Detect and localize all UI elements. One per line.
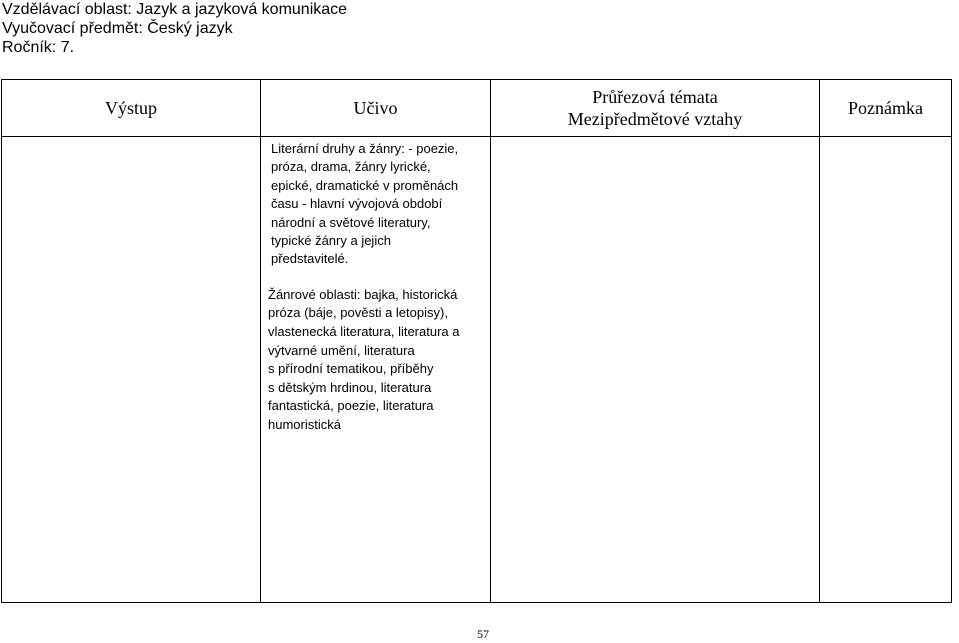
header-prurez-line1: Průřezová témata [592, 87, 718, 107]
ucivo-line: s dětským hrdinou, literatura [268, 379, 432, 395]
grade-line: Ročník: 7. [2, 39, 75, 56]
ucivo-line: národní a světové literatury, [271, 214, 431, 230]
ucivo-line: Žánrové oblasti: bajka, historická [268, 286, 458, 302]
cell-ucivo [261, 137, 491, 603]
ucivo-line: próza, drama, žánry lyrické, [271, 159, 431, 175]
ucivo-line: času - hlavní vývojová období [271, 196, 443, 212]
ucivo-line: vlastenecká literatura, literatura a [268, 324, 460, 340]
ucivo-line: fantastická, poezie, literatura [268, 398, 434, 414]
table-header-row [2, 80, 952, 137]
cell-poznamka [820, 137, 952, 603]
ucivo-line: humoristická [268, 417, 341, 432]
ucivo-line: s přírodní tematikou, příběhy [268, 361, 434, 377]
header-prurezova-temata [491, 80, 820, 137]
ucivo-line: epické, dramatické v proměnách [271, 177, 459, 193]
header-poznamka: Poznámka [820, 80, 952, 137]
ucivo-line: výtvarné umění, literatura [268, 342, 415, 358]
cell-prurezova-temata [491, 137, 820, 603]
header-prurez-line2: Mezipředmětové vztahy [567, 109, 743, 129]
page-number: 57 [477, 627, 489, 641]
document-header [2, 0, 347, 57]
header-vystup: Výstup [2, 80, 261, 137]
table-row [2, 137, 952, 603]
ucivo-block-literary-genres [261, 137, 486, 269]
subject-area-line: Vzdělávací oblast: Jazyk a jazyková komunikace [2, 1, 348, 18]
ucivo-block-genre-areas [261, 269, 490, 435]
curriculum-table [1, 79, 952, 603]
ucivo-line: próza (báje, pověsti a letopisy), [268, 305, 448, 321]
ucivo-line: Literární druhy a žánry: - poezie, [271, 141, 459, 156]
ucivo-line: představitelé. [271, 251, 349, 267]
subject-line: Vyučovací předmět: Český jazyk [2, 20, 233, 37]
ucivo-line: typické žánry a jejich [271, 233, 391, 249]
cell-vystup [2, 137, 261, 603]
header-ucivo: Učivo [261, 80, 491, 137]
